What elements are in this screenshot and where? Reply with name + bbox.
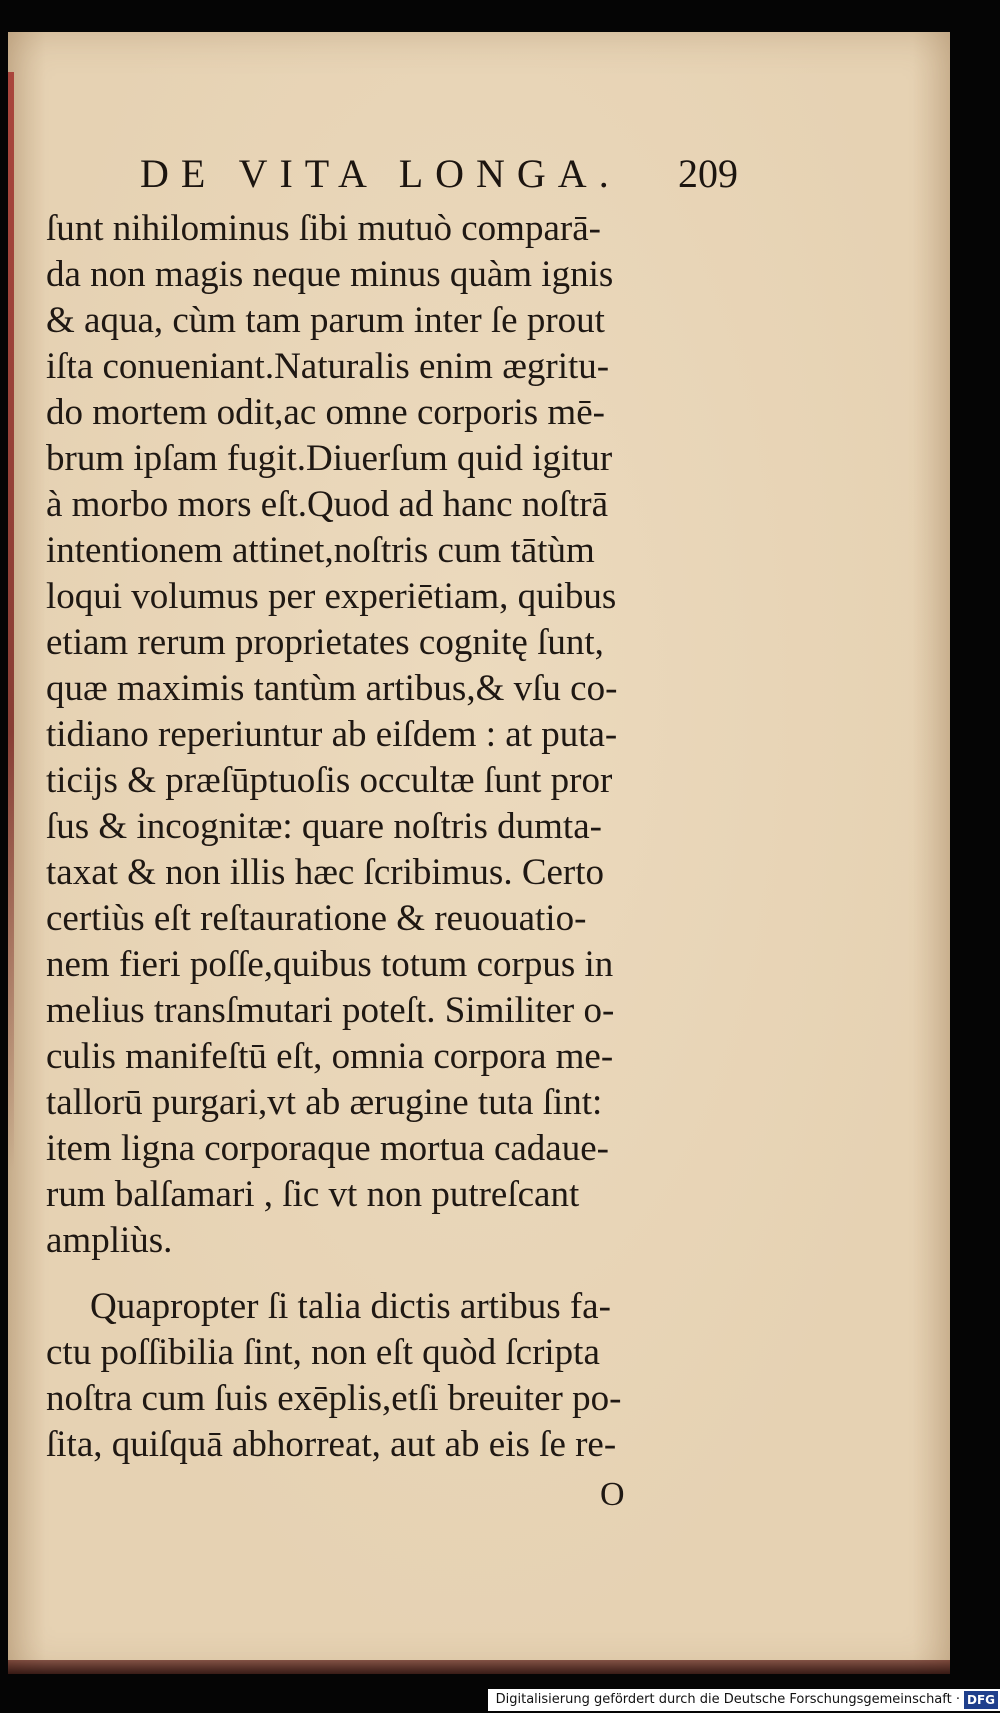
digitization-credit [488,1689,1000,1711]
text-line: ticijs & præſūptuoſis occultæ ſunt pror [46,760,613,801]
text-line: item ligna corporaque mortua cadaue- [46,1128,609,1169]
text-line: tallorū purgari,vt ab ærugine tuta ſint: [46,1082,603,1123]
text-line: rum balſamari , ſic vt non putreſcant [46,1174,580,1215]
page-bottom-edge [8,1660,950,1674]
text-line: brum ipſam fugit.Diuerſum quid igitur [46,438,613,479]
text-line: iſta conueniant.Naturalis enim ægritu- [46,346,610,387]
body-text [46,206,758,1468]
text-line: etiam rerum proprietates cognitę ſunt, [46,622,604,663]
text-line: tidiano reperiuntur ab eiſdem : at puta- [46,714,618,755]
page-edge-stain [8,72,14,1172]
text-line: certiùs eſt reſtauratione & reuouatio- [46,898,587,939]
text-line: nem fieri poſſe,quibus totum corpus in [46,944,614,985]
text-line: à morbo mors eſt.Quod ad hanc noſtrā [46,484,609,525]
text-line: melius transſmutari poteſt. Similiter o- [46,990,615,1031]
text-line: ſunt nihilominus ſibi mutuò comparā- [46,208,601,249]
text-line: & aqua, cùm tam parum inter ſe prout [46,300,605,341]
paragraph-gap [46,1264,758,1284]
text-line: Quapropter ſi talia dictis artibus fa- [90,1286,611,1327]
text-line: taxat & non illis hæc ſcribimus. Certo [46,852,605,893]
signature-mark: O [600,1476,625,1513]
credit-text: Digitalisierung gefördert durch die Deutsche Forschungsgemeinschaft · [495,1692,960,1707]
text-line: ſus & incognitæ: quare noſtris dumta- [46,806,602,847]
text-line: da non magis neque minus quàm ignis [46,254,614,295]
text-line: loqui volumus per experiētiam, quibus [46,576,617,617]
running-head: DE VITA LONGA. [140,151,621,196]
text-line: intentionem attinet,noſtris cum tātùm [46,530,595,571]
text-line: ctu poſſibilia ſint, non eſt quòd ſcripta [46,1332,600,1373]
text-line: culis manifeſtū eſt, omnia corpora me- [46,1036,614,1077]
text-line: ampliùs. [46,1220,173,1261]
text-line: quæ maximis tantùm artibus,& vſu co- [46,668,618,709]
text-line: do mortem odit,ac omne corporis mē- [46,392,605,433]
text-line: ſita, quiſquā abhorreat, aut ab eis ſe re- [46,1424,617,1465]
text-line: noſtra cum ſuis exēplis,etſi breuiter po- [46,1378,622,1419]
page-number: 209 [678,151,738,196]
dfg-logo: DFG [964,1691,998,1709]
